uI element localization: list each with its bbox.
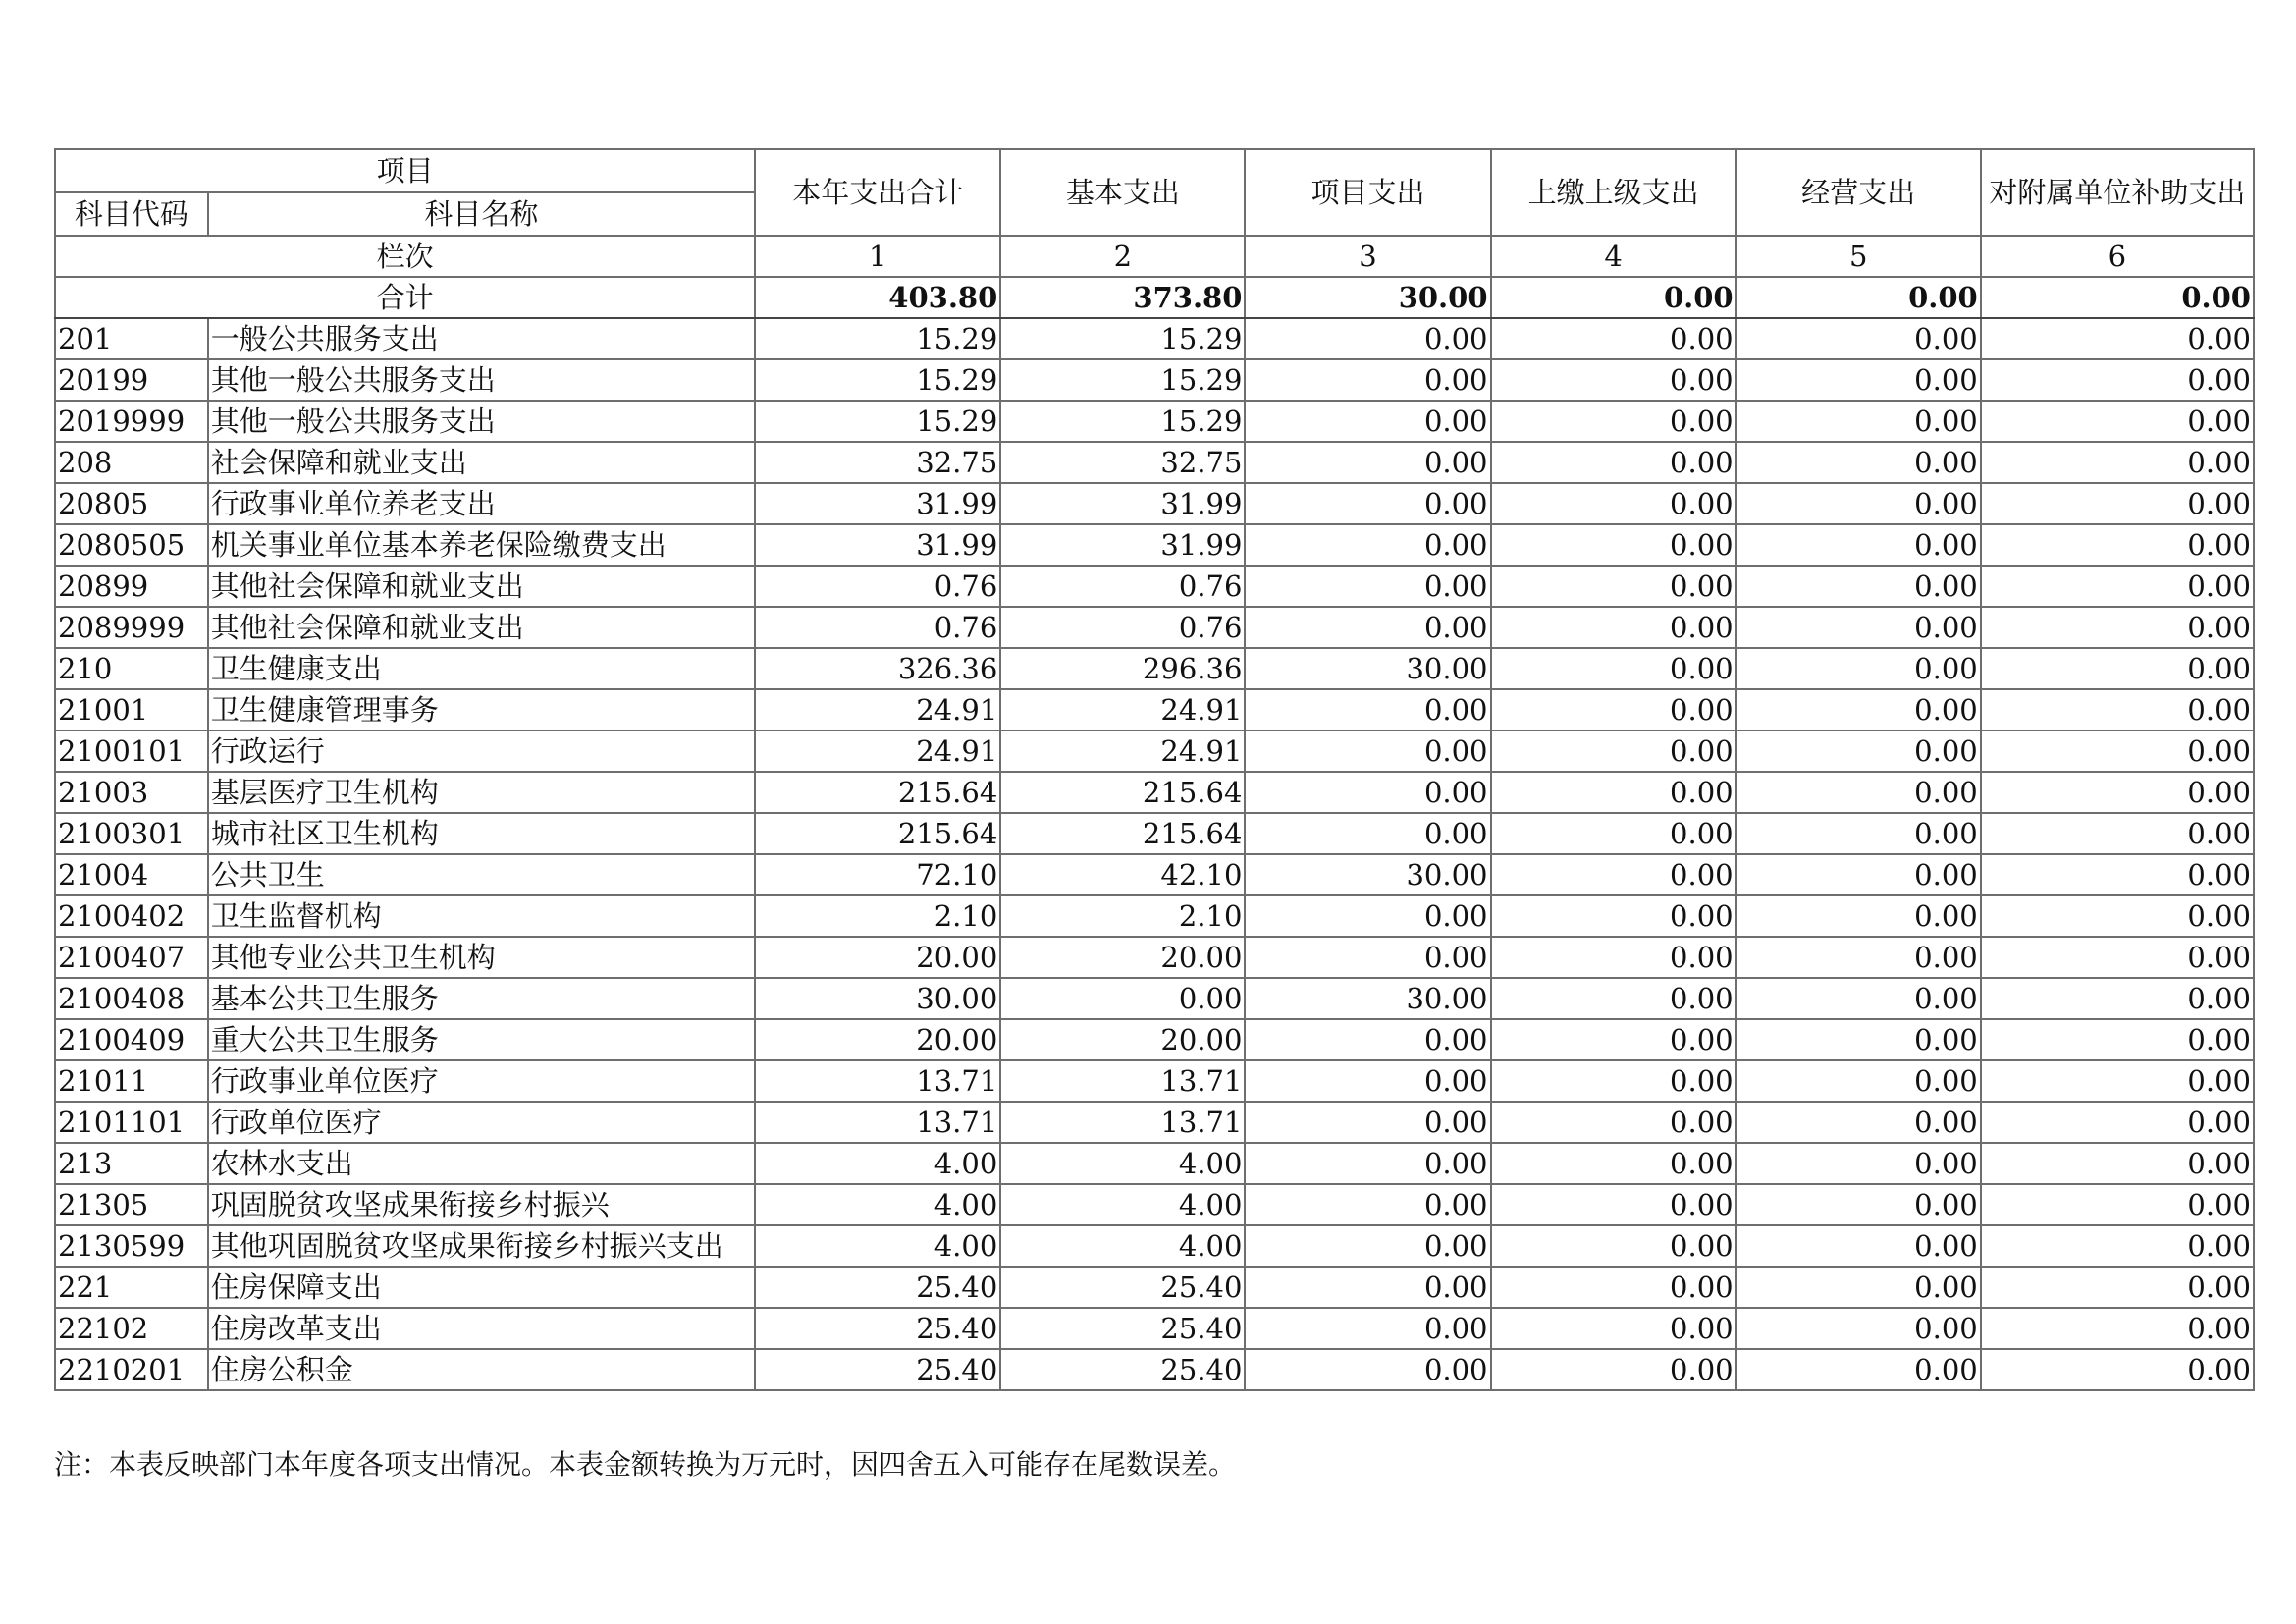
total-value: 403.80 <box>755 277 1000 318</box>
amount-cell: 0.00 <box>1491 731 1736 772</box>
amount-cell: 15.29 <box>1000 318 1245 359</box>
amount-cell: 20.00 <box>1000 1019 1245 1060</box>
subject-code: 2100408 <box>55 978 208 1019</box>
amount-cell: 0.00 <box>1981 854 2254 895</box>
subject-code: 21305 <box>55 1184 208 1225</box>
amount-cell: 0.00 <box>1981 895 2254 937</box>
amount-cell: 0.00 <box>1981 772 2254 813</box>
subject-code: 2019999 <box>55 401 208 442</box>
amount-cell: 25.40 <box>1000 1308 1245 1349</box>
amount-cell: 0.00 <box>1736 648 1981 689</box>
subject-code: 201 <box>55 318 208 359</box>
amount-cell: 0.00 <box>1736 401 1981 442</box>
table-row <box>55 442 2254 483</box>
amount-cell: 20.00 <box>1000 937 1245 978</box>
subject-code: 2100301 <box>55 813 208 854</box>
amount-cell: 25.40 <box>1000 1267 1245 1308</box>
column-header: 对附属单位补助支出 <box>1981 149 2254 236</box>
amount-cell: 0.00 <box>1491 607 1736 648</box>
subject-name: 行政单位医疗 <box>208 1102 756 1143</box>
amount-cell: 0.00 <box>1491 318 1736 359</box>
amount-cell: 24.91 <box>755 731 1000 772</box>
amount-cell: 0.00 <box>1981 524 2254 566</box>
subject-name: 行政运行 <box>208 731 756 772</box>
column-header: 上缴上级支出 <box>1491 149 1736 236</box>
total-value: 0.00 <box>1736 277 1981 318</box>
table-row <box>55 731 2254 772</box>
subject-name: 卫生健康管理事务 <box>208 689 756 731</box>
subject-code: 2100409 <box>55 1019 208 1060</box>
amount-cell: 296.36 <box>1000 648 1245 689</box>
amount-cell: 0.00 <box>1245 1225 1490 1267</box>
amount-cell: 0.00 <box>1736 1267 1981 1308</box>
amount-cell: 0.00 <box>1491 1184 1736 1225</box>
subject-code: 213 <box>55 1143 208 1184</box>
amount-cell: 0.00 <box>1491 772 1736 813</box>
amount-cell: 32.75 <box>1000 442 1245 483</box>
total-label: 合计 <box>55 277 755 318</box>
amount-cell: 0.00 <box>1245 1060 1490 1102</box>
subject-name: 重大公共卫生服务 <box>208 1019 756 1060</box>
subject-code: 2100101 <box>55 731 208 772</box>
total-value: 373.80 <box>1000 277 1245 318</box>
amount-cell: 0.76 <box>755 566 1000 607</box>
amount-cell: 4.00 <box>755 1225 1000 1267</box>
subject-name: 卫生监督机构 <box>208 895 756 937</box>
amount-cell: 15.29 <box>755 401 1000 442</box>
amount-cell: 215.64 <box>1000 772 1245 813</box>
table-row <box>55 1143 2254 1184</box>
subject-name: 巩固脱贫攻坚成果衔接乡村振兴 <box>208 1184 756 1225</box>
amount-cell: 31.99 <box>1000 483 1245 524</box>
amount-cell: 0.00 <box>1981 978 2254 1019</box>
amount-cell: 0.00 <box>1491 359 1736 401</box>
amount-cell: 0.00 <box>1245 1102 1490 1143</box>
header-row-top <box>55 149 2254 192</box>
amount-cell: 0.00 <box>1736 483 1981 524</box>
amount-cell: 0.00 <box>1736 731 1981 772</box>
amount-cell: 0.00 <box>1981 1019 2254 1060</box>
amount-cell: 0.00 <box>1736 1184 1981 1225</box>
amount-cell: 0.00 <box>1736 1349 1981 1390</box>
name-header: 科目名称 <box>208 192 756 236</box>
amount-cell: 20.00 <box>755 937 1000 978</box>
column-header: 基本支出 <box>1000 149 1245 236</box>
row-index-number: 3 <box>1245 236 1490 277</box>
amount-cell: 0.00 <box>1491 1143 1736 1184</box>
subject-code: 210 <box>55 648 208 689</box>
amount-cell: 0.00 <box>1491 978 1736 1019</box>
subject-code: 2130599 <box>55 1225 208 1267</box>
amount-cell: 32.75 <box>755 442 1000 483</box>
table-row <box>55 1184 2254 1225</box>
amount-cell: 0.00 <box>1245 937 1490 978</box>
table-row <box>55 854 2254 895</box>
amount-cell: 24.91 <box>1000 731 1245 772</box>
amount-cell: 4.00 <box>1000 1225 1245 1267</box>
subject-code: 21011 <box>55 1060 208 1102</box>
row-index-number: 4 <box>1491 236 1736 277</box>
amount-cell: 4.00 <box>755 1143 1000 1184</box>
subject-name: 公共卫生 <box>208 854 756 895</box>
amount-cell: 0.00 <box>1245 1143 1490 1184</box>
amount-cell: 0.00 <box>1981 1225 2254 1267</box>
subject-name: 其他巩固脱贫攻坚成果衔接乡村振兴支出 <box>208 1225 756 1267</box>
amount-cell: 0.00 <box>1245 731 1490 772</box>
table-row <box>55 1060 2254 1102</box>
amount-cell: 0.00 <box>1245 1308 1490 1349</box>
amount-cell: 0.00 <box>1245 689 1490 731</box>
subject-code: 21001 <box>55 689 208 731</box>
amount-cell: 0.00 <box>1245 607 1490 648</box>
amount-cell: 13.71 <box>755 1102 1000 1143</box>
amount-cell: 4.00 <box>755 1184 1000 1225</box>
amount-cell: 15.29 <box>755 318 1000 359</box>
amount-cell: 0.00 <box>1736 1060 1981 1102</box>
table-row <box>55 1267 2254 1308</box>
table-row <box>55 524 2254 566</box>
amount-cell: 0.00 <box>1491 648 1736 689</box>
amount-cell: 0.00 <box>1981 483 2254 524</box>
amount-cell: 0.00 <box>1736 937 1981 978</box>
subject-code: 221 <box>55 1267 208 1308</box>
amount-cell: 0.00 <box>1245 401 1490 442</box>
amount-cell: 0.00 <box>1981 1308 2254 1349</box>
amount-cell: 0.00 <box>1981 566 2254 607</box>
code-header: 科目代码 <box>55 192 208 236</box>
amount-cell: 0.00 <box>1491 566 1736 607</box>
amount-cell: 0.00 <box>1736 854 1981 895</box>
amount-cell: 0.00 <box>1736 813 1981 854</box>
amount-cell: 0.00 <box>1981 318 2254 359</box>
amount-cell: 13.71 <box>1000 1060 1245 1102</box>
amount-cell: 215.64 <box>755 813 1000 854</box>
table-row <box>55 689 2254 731</box>
amount-cell: 0.00 <box>1491 813 1736 854</box>
amount-cell: 0.00 <box>1981 937 2254 978</box>
column-header: 经营支出 <box>1736 149 1981 236</box>
amount-cell: 0.00 <box>1491 1060 1736 1102</box>
row-index-label: 栏次 <box>55 236 755 277</box>
subject-code: 21003 <box>55 772 208 813</box>
column-header: 本年支出合计 <box>755 149 1000 236</box>
amount-cell: 0.00 <box>1491 1102 1736 1143</box>
amount-cell: 0.00 <box>1245 772 1490 813</box>
amount-cell: 15.29 <box>1000 359 1245 401</box>
footnote: 注：本表反映部门本年度各项支出情况。本表金额转换为万元时，因四舍五入可能存在尾数误差。 <box>54 1448 1237 1481</box>
item-header: 项目 <box>55 149 755 192</box>
amount-cell: 0.00 <box>1491 854 1736 895</box>
subject-name: 住房保障支出 <box>208 1267 756 1308</box>
table-row <box>55 813 2254 854</box>
subject-name: 其他一般公共服务支出 <box>208 359 756 401</box>
subject-name: 其他专业公共卫生机构 <box>208 937 756 978</box>
amount-cell: 0.00 <box>1981 1102 2254 1143</box>
table-row <box>55 318 2254 359</box>
table-row <box>55 648 2254 689</box>
amount-cell: 0.00 <box>1981 689 2254 731</box>
table-row <box>55 607 2254 648</box>
amount-cell: 13.71 <box>755 1060 1000 1102</box>
amount-cell: 215.64 <box>755 772 1000 813</box>
amount-cell: 2.10 <box>755 895 1000 937</box>
subject-name: 基本公共卫生服务 <box>208 978 756 1019</box>
amount-cell: 0.00 <box>1736 1019 1981 1060</box>
row-index-number: 1 <box>755 236 1000 277</box>
amount-cell: 0.00 <box>1245 566 1490 607</box>
column-header: 项目支出 <box>1245 149 1490 236</box>
amount-cell: 326.36 <box>755 648 1000 689</box>
subject-code: 2210201 <box>55 1349 208 1390</box>
table-row <box>55 978 2254 1019</box>
total-value: 30.00 <box>1245 277 1490 318</box>
amount-cell: 0.00 <box>1736 607 1981 648</box>
table-row <box>55 1349 2254 1390</box>
amount-cell: 30.00 <box>1245 978 1490 1019</box>
amount-cell: 0.00 <box>1245 1267 1490 1308</box>
amount-cell: 2.10 <box>1000 895 1245 937</box>
amount-cell: 0.00 <box>1491 689 1736 731</box>
amount-cell: 72.10 <box>755 854 1000 895</box>
amount-cell: 0.00 <box>1491 1225 1736 1267</box>
amount-cell: 0.00 <box>1491 442 1736 483</box>
amount-cell: 4.00 <box>1000 1143 1245 1184</box>
amount-cell: 15.29 <box>1000 401 1245 442</box>
table-row <box>55 937 2254 978</box>
amount-cell: 0.00 <box>1981 1060 2254 1102</box>
amount-cell: 0.00 <box>1491 1019 1736 1060</box>
amount-cell: 0.00 <box>1491 1308 1736 1349</box>
table-row <box>55 1308 2254 1349</box>
amount-cell: 0.00 <box>1736 1308 1981 1349</box>
subject-name: 卫生健康支出 <box>208 648 756 689</box>
row-index-number: 5 <box>1736 236 1981 277</box>
amount-cell: 0.00 <box>1491 895 1736 937</box>
table-row <box>55 1019 2254 1060</box>
subject-code: 22102 <box>55 1308 208 1349</box>
amount-cell: 24.91 <box>755 689 1000 731</box>
subject-name: 住房公积金 <box>208 1349 756 1390</box>
subject-code: 20199 <box>55 359 208 401</box>
amount-cell: 0.00 <box>1981 731 2254 772</box>
expenditure-table <box>54 148 2255 1391</box>
amount-cell: 20.00 <box>755 1019 1000 1060</box>
amount-cell: 0.00 <box>1245 813 1490 854</box>
amount-cell: 0.00 <box>1981 607 2254 648</box>
amount-cell: 0.00 <box>1981 1143 2254 1184</box>
amount-cell: 0.00 <box>1736 318 1981 359</box>
amount-cell: 0.00 <box>1491 1267 1736 1308</box>
amount-cell: 0.00 <box>1736 524 1981 566</box>
total-row <box>55 277 2254 318</box>
subject-name: 基层医疗卫生机构 <box>208 772 756 813</box>
amount-cell: 0.00 <box>1981 359 2254 401</box>
amount-cell: 25.40 <box>755 1267 1000 1308</box>
table-row <box>55 1102 2254 1143</box>
amount-cell: 0.76 <box>1000 566 1245 607</box>
subject-name: 社会保障和就业支出 <box>208 442 756 483</box>
amount-cell: 0.00 <box>1736 1102 1981 1143</box>
subject-name: 机关事业单位基本养老保险缴费支出 <box>208 524 756 566</box>
amount-cell: 0.00 <box>1981 1184 2254 1225</box>
subject-name: 一般公共服务支出 <box>208 318 756 359</box>
amount-cell: 0.00 <box>1736 442 1981 483</box>
amount-cell: 0.00 <box>1736 895 1981 937</box>
amount-cell: 0.00 <box>1245 1349 1490 1390</box>
table-row <box>55 772 2254 813</box>
subject-name: 其他一般公共服务支出 <box>208 401 756 442</box>
amount-cell: 30.00 <box>1245 648 1490 689</box>
amount-cell: 0.00 <box>1736 566 1981 607</box>
amount-cell: 215.64 <box>1000 813 1245 854</box>
table-row <box>55 401 2254 442</box>
table-row <box>55 1225 2254 1267</box>
subject-code: 2100407 <box>55 937 208 978</box>
amount-cell: 0.00 <box>1245 1184 1490 1225</box>
amount-cell: 30.00 <box>755 978 1000 1019</box>
subject-code: 21004 <box>55 854 208 895</box>
amount-cell: 0.00 <box>1245 1019 1490 1060</box>
amount-cell: 0.00 <box>1981 401 2254 442</box>
subject-name: 农林水支出 <box>208 1143 756 1184</box>
amount-cell: 0.00 <box>1491 1349 1736 1390</box>
amount-cell: 0.00 <box>1491 524 1736 566</box>
subject-code: 208 <box>55 442 208 483</box>
amount-cell: 0.00 <box>1981 813 2254 854</box>
amount-cell: 0.00 <box>1981 648 2254 689</box>
amount-cell: 0.00 <box>1736 359 1981 401</box>
amount-cell: 0.00 <box>1736 978 1981 1019</box>
amount-cell: 0.76 <box>1000 607 1245 648</box>
amount-cell: 0.76 <box>755 607 1000 648</box>
table-row <box>55 566 2254 607</box>
amount-cell: 0.00 <box>1245 318 1490 359</box>
subject-name: 行政事业单位医疗 <box>208 1060 756 1102</box>
amount-cell: 0.00 <box>1491 401 1736 442</box>
amount-cell: 30.00 <box>1245 854 1490 895</box>
row-index-number: 6 <box>1981 236 2254 277</box>
amount-cell: 0.00 <box>1245 524 1490 566</box>
subject-code: 2101101 <box>55 1102 208 1143</box>
amount-cell: 31.99 <box>755 524 1000 566</box>
subject-name: 行政事业单位养老支出 <box>208 483 756 524</box>
amount-cell: 0.00 <box>1000 978 1245 1019</box>
subject-name: 城市社区卫生机构 <box>208 813 756 854</box>
row-index-number: 2 <box>1000 236 1245 277</box>
amount-cell: 0.00 <box>1736 1143 1981 1184</box>
subject-code: 2100402 <box>55 895 208 937</box>
amount-cell: 0.00 <box>1245 442 1490 483</box>
subject-name: 其他社会保障和就业支出 <box>208 607 756 648</box>
row-index-row <box>55 236 2254 277</box>
amount-cell: 4.00 <box>1000 1184 1245 1225</box>
amount-cell: 0.00 <box>1245 483 1490 524</box>
amount-cell: 0.00 <box>1981 1267 2254 1308</box>
amount-cell: 24.91 <box>1000 689 1245 731</box>
total-value: 0.00 <box>1491 277 1736 318</box>
total-value: 0.00 <box>1981 277 2254 318</box>
amount-cell: 0.00 <box>1245 359 1490 401</box>
amount-cell: 0.00 <box>1736 772 1981 813</box>
amount-cell: 31.99 <box>1000 524 1245 566</box>
amount-cell: 0.00 <box>1736 689 1981 731</box>
subject-name: 住房改革支出 <box>208 1308 756 1349</box>
amount-cell: 0.00 <box>1491 937 1736 978</box>
amount-cell: 15.29 <box>755 359 1000 401</box>
table-row <box>55 483 2254 524</box>
subject-code: 20805 <box>55 483 208 524</box>
table-row <box>55 895 2254 937</box>
amount-cell: 0.00 <box>1245 895 1490 937</box>
amount-cell: 13.71 <box>1000 1102 1245 1143</box>
table-row <box>55 359 2254 401</box>
subject-name: 其他社会保障和就业支出 <box>208 566 756 607</box>
subject-code: 20899 <box>55 566 208 607</box>
amount-cell: 25.40 <box>755 1308 1000 1349</box>
amount-cell: 25.40 <box>1000 1349 1245 1390</box>
amount-cell: 0.00 <box>1736 1225 1981 1267</box>
subject-code: 2089999 <box>55 607 208 648</box>
subject-code: 2080505 <box>55 524 208 566</box>
amount-cell: 42.10 <box>1000 854 1245 895</box>
amount-cell: 31.99 <box>755 483 1000 524</box>
amount-cell: 25.40 <box>755 1349 1000 1390</box>
amount-cell: 0.00 <box>1491 483 1736 524</box>
amount-cell: 0.00 <box>1981 442 2254 483</box>
amount-cell: 0.00 <box>1981 1349 2254 1390</box>
